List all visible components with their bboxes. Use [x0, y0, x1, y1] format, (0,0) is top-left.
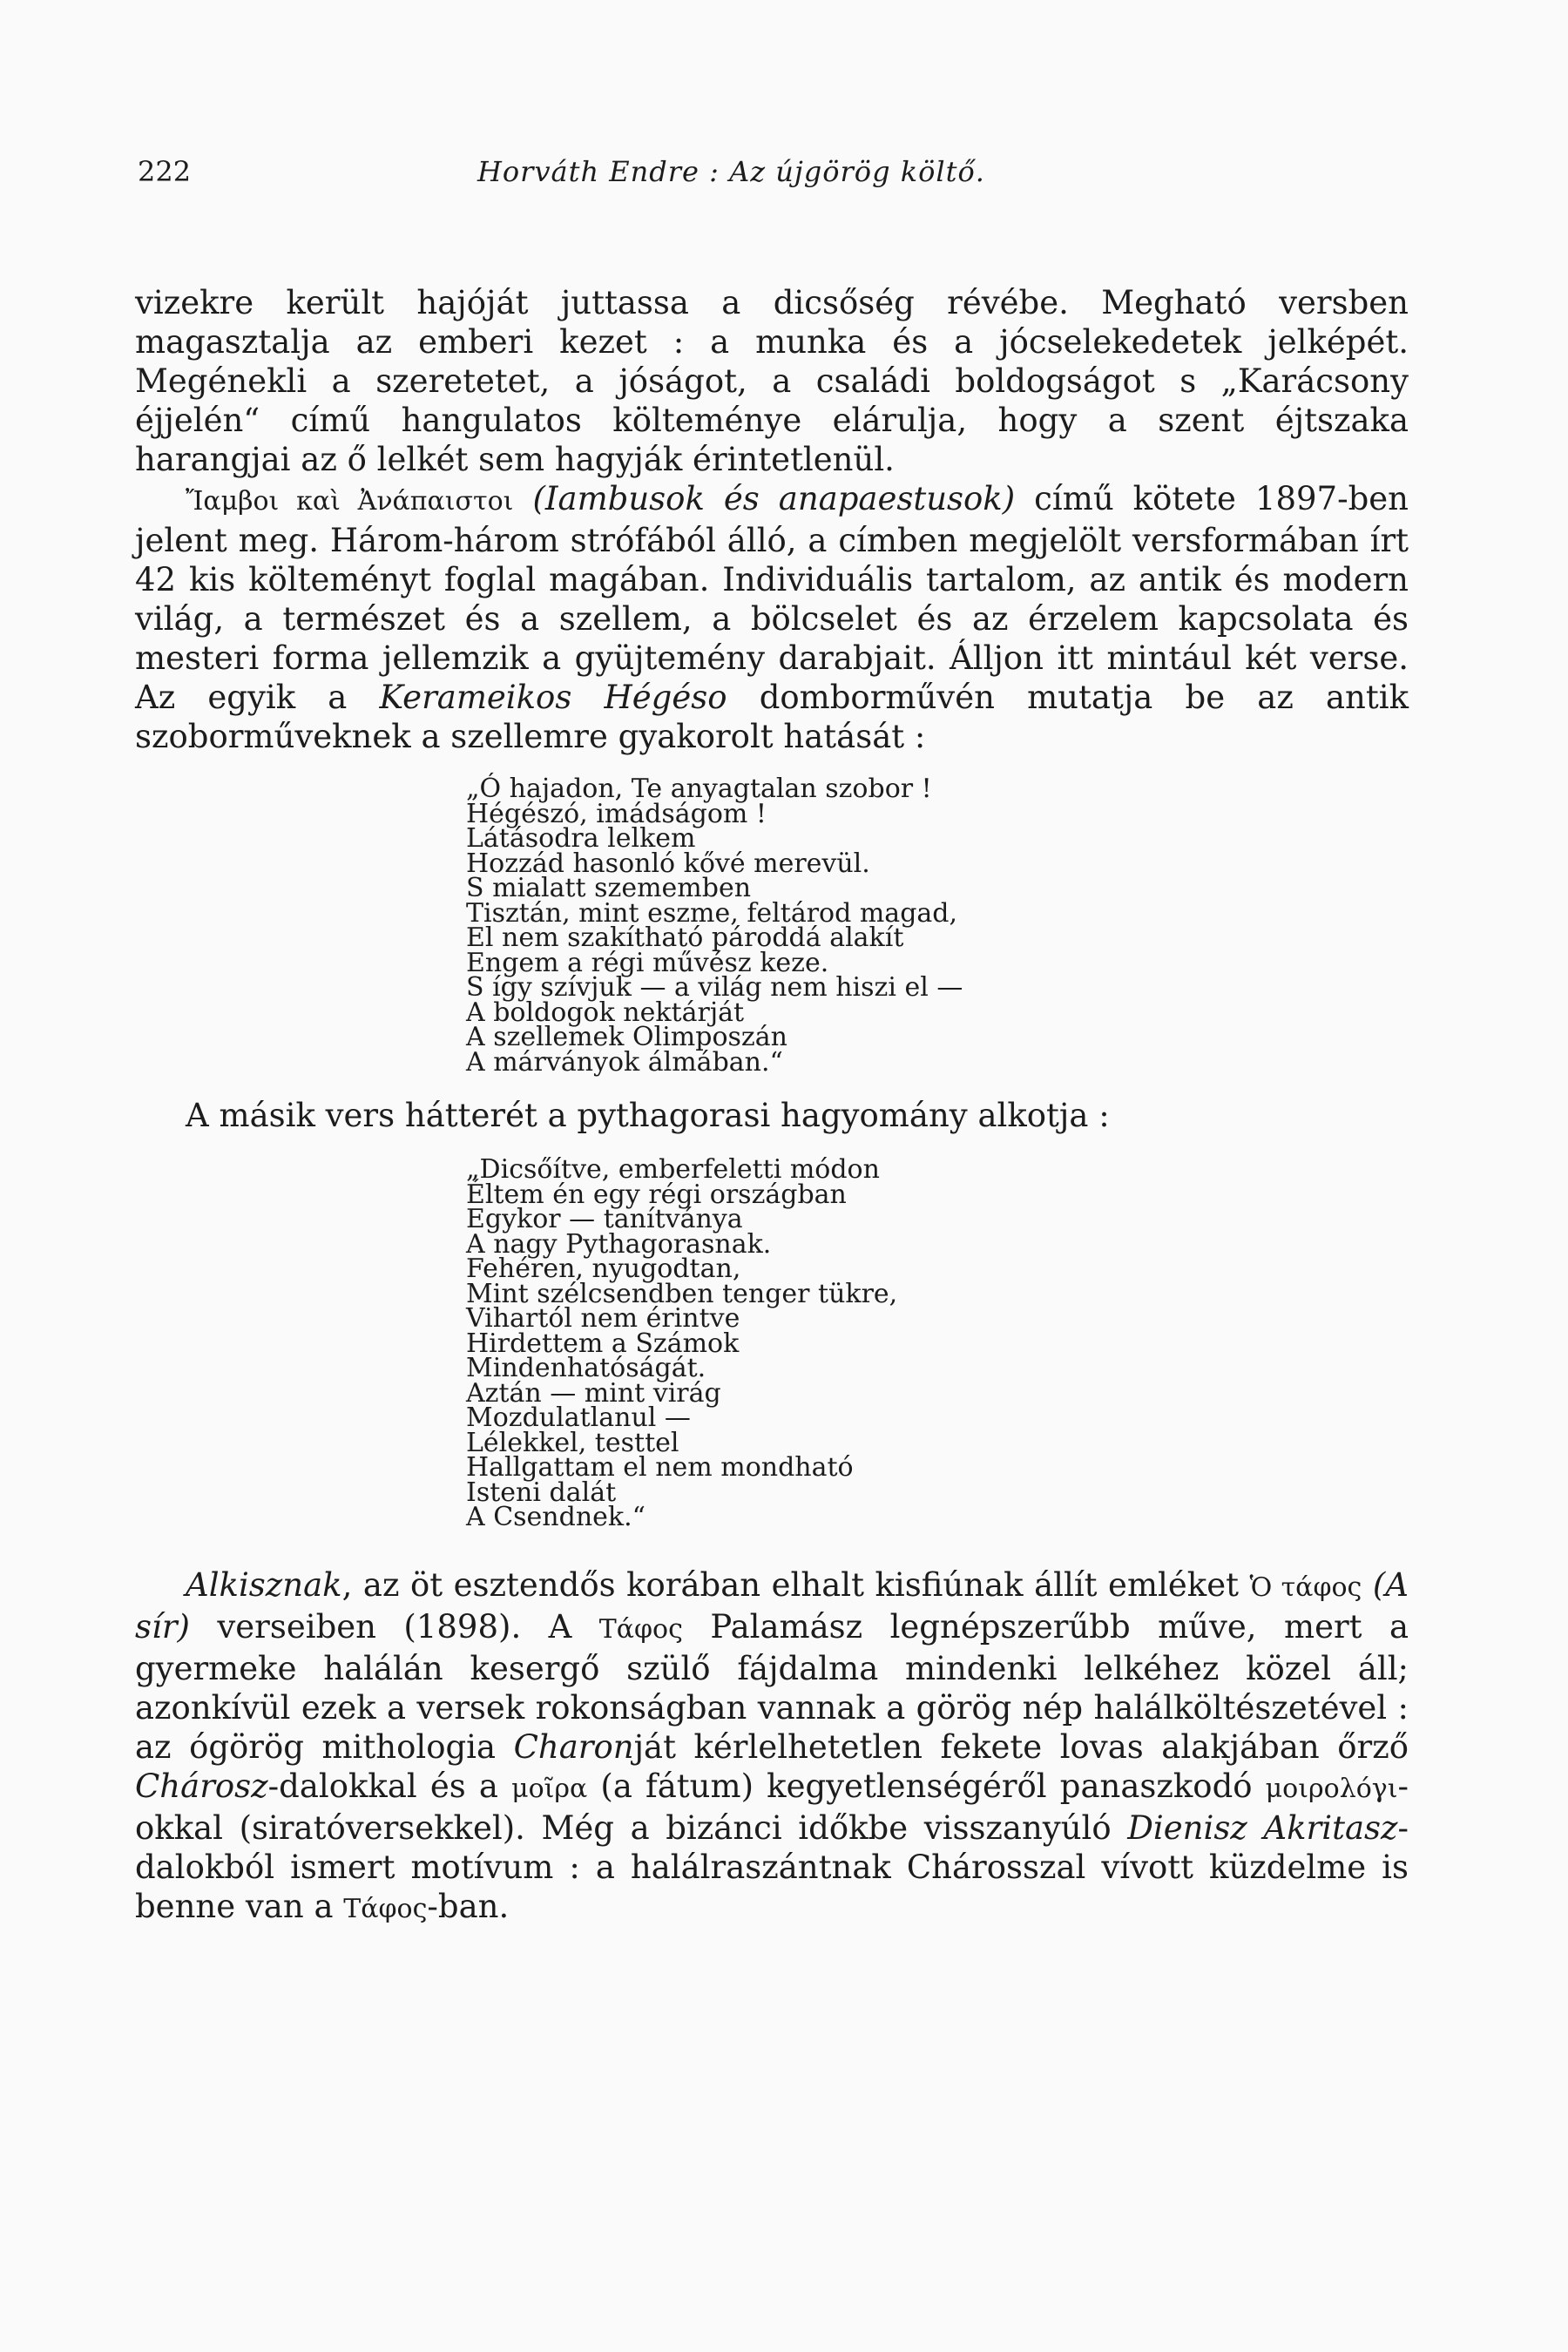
italic-name: Charon — [513, 1727, 634, 1766]
paragraph-4 — [135, 1565, 1409, 1929]
poem-line: Hozzád hasonló kővé merevül. — [466, 848, 870, 879]
poem-1 — [466, 774, 1409, 1078]
poem-line: Hallgattam el nem mondható — [466, 1452, 854, 1483]
poem-line: Lélekkel, testtel — [466, 1427, 679, 1458]
poem-line: Éltem én egy régi országban — [466, 1179, 847, 1210]
text: (a fátum) kegyetlenségéről panaszkodó — [587, 1767, 1266, 1805]
text: domborművén mutatja be az antik szoborműveknek a szellemre gyakorolt hatását : — [135, 679, 1409, 755]
text: Palamász legnépszerűbb műve, mert a gyermeke halálán kesergő szülő fájdalma mindenki lelkéhez közel áll; azonkívül ezek a versek rokonságban vannak a görög nép halálköltészetével : az ógörög mithologia — [135, 1607, 1409, 1766]
greek-word: Τάφος — [343, 1893, 428, 1924]
text: -ban. — [427, 1887, 510, 1925]
greek-word: μοῖρα — [511, 1773, 588, 1804]
greek-title: Ἴαμβοι καὶ Ἀνάπαιστοι — [186, 486, 514, 517]
paragraph-1: vizekre került hajóját juttassa a dicsőség révébe. Megható versben magasztalja az emberi kezet : a munka és a jócselekedetek jelképét. Megénekli a szeretetet, a jóságot, a családi boldogságot s „Karácsony éjjelén“ című hangulatos költeménye elárulja, hogy a szent éjtszaka harangjai az ő lelkét sem hagyják érintetlenül. — [135, 284, 1409, 478]
poem-line: Látásodra lelkem — [466, 823, 696, 854]
italic-title: (Iambusok és anapaestusok) — [532, 480, 1016, 517]
text: ját kérlelhetetlen fekete lovas alakjában őrző — [633, 1727, 1409, 1766]
poem-line: A szellemek Olimposzán — [466, 1022, 787, 1052]
running-head: Horváth Endre : Az újgörög költő. — [477, 155, 985, 188]
poem-line: Mozdulatlanul — — [466, 1402, 691, 1433]
greek-title: Ὁ τάφος — [1249, 1571, 1362, 1603]
poem-line: „Dicsőítve, emberfeletti módon — [466, 1154, 880, 1185]
greek-word: μοιρολόγι — [1265, 1773, 1398, 1804]
page-number: 222 — [138, 155, 192, 188]
page-header — [138, 155, 1401, 199]
poem-line: A nagy Pythagorasnak. — [466, 1228, 772, 1260]
page-body — [135, 283, 1409, 1929]
poem-line: A márványok álmában.“ — [466, 1046, 783, 1078]
text: -dalokkal és a — [267, 1767, 512, 1805]
poem-line: Fehéren, nyugodtan, — [466, 1254, 741, 1284]
poem-2 — [466, 1154, 1409, 1532]
poem-line: Tisztán, mint eszme, feltárod magad, — [466, 897, 958, 929]
paragraph-2 — [135, 479, 1409, 756]
italic-name: Dienisz Akritasz — [1127, 1808, 1398, 1847]
poem-line: Egykor — tanítványa — [466, 1204, 743, 1234]
greek-word: Τάφος — [598, 1613, 683, 1645]
poem-line: A Csendnek.“ — [466, 1502, 645, 1532]
poem-line: Engem a régi művész keze. — [466, 947, 829, 978]
poem-line: Mint szélcsendben tenger tükre, — [466, 1278, 898, 1309]
text: , az öt esztendős korában elhalt kisfiúnak állít emléket — [341, 1565, 1250, 1604]
paragraph-3: A másik vers hátterét a pythagorasi hagyomány alkotja : — [186, 1097, 1110, 1134]
poem-line: S mialatt szememben — [466, 873, 752, 903]
italic-title: (A sír) — [135, 1565, 1409, 1646]
poem-line: Isteni dalát — [466, 1477, 617, 1508]
poem-line: Aztán — mint virág — [466, 1377, 721, 1409]
poem-line: Hirdettem a Számok — [466, 1328, 740, 1359]
poem-line: Vihartól nem érintve — [466, 1303, 740, 1334]
poem-line: S így szívjuk — a világ nem hiszi el — — [466, 972, 963, 1003]
text: című kötete 1897-ben jelent meg. Három-három strófából álló, a címben megjelölt versformában írt 42 kis költeményt foglal magában. Individuális tartalom, az antik és modern világ, a természet és a szellem, a bölcselet és az érzelem kapcsolata és mesteri forma jellemzik a gyüjtemény darabjait. Álljon itt mintául két verse. Az egyik a — [135, 480, 1409, 716]
poem-line: A boldogok nektárját — [466, 997, 745, 1028]
poem-line: Hégészó, imádságom ! — [466, 798, 767, 829]
poem-line: El nem szakítható pároddá alakít — [466, 923, 904, 953]
italic-name: Kerameikos Hégéso — [379, 679, 727, 716]
text: -dalokból ismert motívum : a halálraszántnak Chárosszal vívott küzdelme is benne van a — [135, 1808, 1409, 1925]
text: verseiben (1898). A — [189, 1607, 599, 1646]
poem-line: Mindenhatóságát. — [466, 1353, 706, 1383]
text: -okkal (siratóversekkel). Még a bizánci időkbe visszanyúló — [135, 1767, 1409, 1847]
poem-line: „Ó hajadon, Te anyagtalan szobor ! — [466, 774, 932, 804]
italic-name: Alkisznak — [186, 1565, 342, 1604]
italic-name: Chárosz — [135, 1767, 268, 1805]
